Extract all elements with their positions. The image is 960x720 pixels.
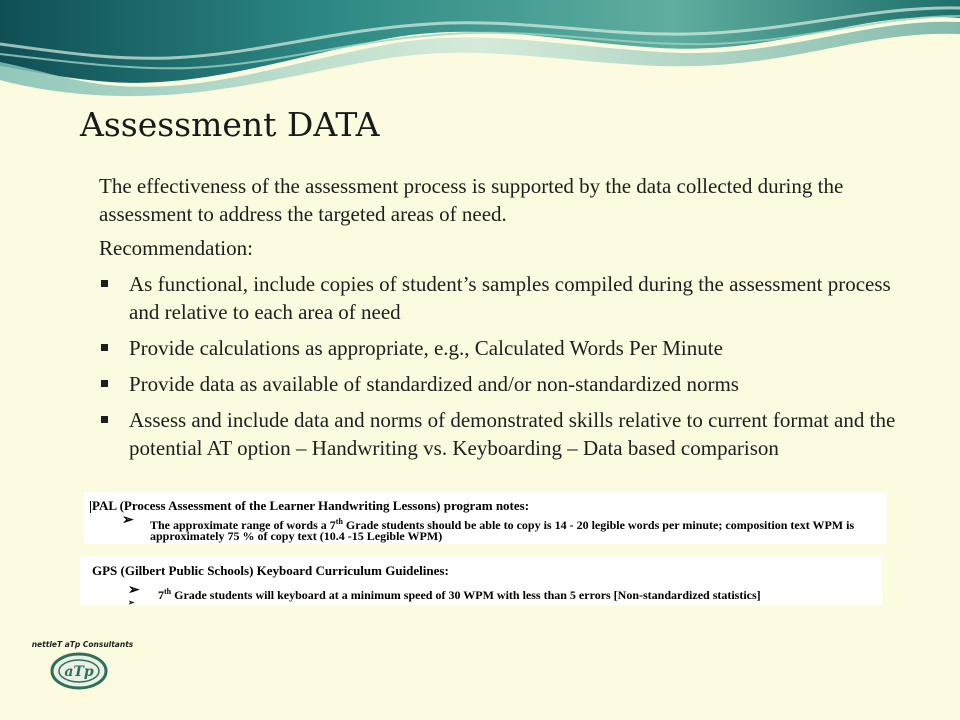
- arrow-bullet-icon: ➢: [122, 513, 134, 528]
- arrow-bullet-icon: ➢: [128, 598, 135, 607]
- list-item: [99, 406, 914, 462]
- square-bullet-icon: [101, 416, 108, 423]
- square-bullet-icon: [101, 380, 108, 387]
- recommendation-list: [99, 270, 914, 462]
- gps-note-box: [80, 556, 882, 606]
- intro-paragraph: The effectiveness of the assessment process is supported by the data collected during the assessment to address the targeted areas of need.: [99, 174, 844, 226]
- bullet-text: As functional, include copies of student’s samples compiled during the assessment process and relative to each area of need: [129, 272, 891, 324]
- list-item: [99, 334, 914, 362]
- slide-body: [99, 172, 914, 470]
- gps-note-heading: GPS (Gilbert Public Schools) Keyboard Curriculum Guidelines:: [92, 563, 449, 578]
- pal-note-box: [84, 492, 887, 544]
- list-item: [99, 370, 914, 398]
- recommendation-label: Recommendation:: [99, 236, 253, 260]
- arrow-bullet-icon: ➢: [128, 583, 140, 598]
- list-item: [99, 270, 914, 326]
- company-logo: [30, 640, 135, 715]
- atp-logo-mark-icon: [50, 652, 108, 690]
- text-cursor-mark: [90, 501, 91, 513]
- header-wave-banner: [0, 0, 960, 100]
- square-bullet-icon: [101, 280, 108, 287]
- square-bullet-icon: [101, 344, 108, 351]
- logo-mark-text: aTp: [64, 664, 94, 680]
- pal-note-heading: PAL (Process Assessment of the Learner Handwriting Lessons) program notes:: [92, 498, 530, 513]
- gps-note-line-1: 7th Grade students will keyboard at a minimum speed of 30 WPM with less than 5 errors [Non-standardized statistics]: [158, 587, 761, 602]
- slide-title: Assessment DATA: [80, 105, 380, 144]
- pal-note-line-2: approximately 75 % of copy text (10.4 -15 Legible WPM): [150, 529, 443, 543]
- bullet-text: Provide calculations as appropriate, e.g., Calculated Words Per Minute: [129, 336, 723, 360]
- pal-note-line-1: The approximate range of words a 7th Grade students should be able to copy is 14 - 20 legible words per minute; composition text WPM is: [150, 517, 855, 532]
- logo-caption: nettleT aTp Consultants: [31, 640, 134, 649]
- bullet-text: Provide data as available of standardized and/or non-standardized norms: [129, 372, 739, 396]
- bullet-text: Assess and include data and norms of demonstrated skills relative to current format and the potential AT option – Handwriting vs. Keyboarding – Data based comparison: [129, 408, 896, 460]
